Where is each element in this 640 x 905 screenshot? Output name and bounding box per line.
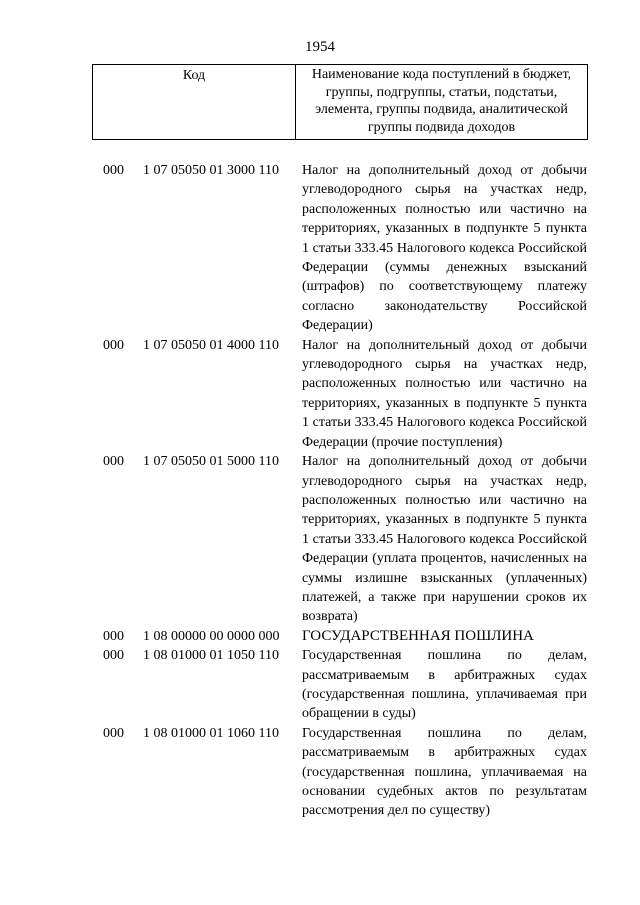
- row-description: Государственная пошлина по делам, рассматриваемым в арбитражных судах (государственная пошлина, уплачиваемая при обращении в суды): [302, 648, 587, 722]
- row-description: Налог на дополнительный доход от добычи углеводородного сырья на участках недр, расположенных полностью или частично на территориях, указанных в подпункте 5 пункта 1 статьи 333.45 Налогового кодекса Российской Федерации (прочие поступления): [302, 337, 587, 450]
- row-budget-code: 1 08 00000 00 0000 000: [143, 628, 280, 644]
- row-budget-code: 1 08 01000 01 1060 110: [143, 725, 279, 741]
- row-budget-code: 1 08 01000 01 1050 110: [143, 648, 279, 664]
- row-description: Налог на дополнительный доход от добычи углеводородного сырья на участках недр, расположенных полностью или частично на территориях, указанных в подпункте 5 пункта 1 статьи 333.45 Налогового кодекса Российской Федерации (уплата процентов, начисленных на суммы излишне взысканных (уплаченных) платежей, а также при нарушении сроков их возврата): [302, 454, 587, 625]
- header-name-column: Наименование кода поступлений в бюджет, группы, подгруппы, статьи, подстатьи, элемента, группы подвида, аналитической группы подвида доходов: [311, 67, 572, 135]
- row-admin-code: 000: [103, 628, 124, 644]
- table-row: [0, 627, 640, 646]
- table-header: [92, 64, 588, 140]
- row-budget-code: 1 07 05050 01 4000 110: [143, 337, 279, 353]
- table-row: [0, 336, 640, 452]
- table-body: [0, 161, 640, 821]
- row-admin-code: 000: [103, 648, 124, 664]
- row-description: Государственная пошлина по делам, рассматриваемым в арбитражных судах (государственная пошлина, уплачиваемая на основании судебных актов по результатам рассмотрения дел по существу): [302, 725, 587, 819]
- table-row: [0, 724, 640, 821]
- row-admin-code: 000: [103, 725, 124, 741]
- table-row: [0, 452, 640, 627]
- row-budget-code: 1 07 05050 01 3000 110: [143, 163, 279, 178]
- row-admin-code: 000: [103, 163, 124, 178]
- table-row: [0, 646, 640, 724]
- row-description-section-heading: ГОСУДАРСТВЕННАЯ ПОШЛИНА: [302, 627, 534, 644]
- row-admin-code: 000: [103, 454, 124, 470]
- row-budget-code: 1 07 05050 01 5000 110: [143, 454, 279, 470]
- table-row: [0, 161, 640, 336]
- page-number: 1954: [305, 39, 335, 55]
- row-admin-code: 000: [103, 337, 124, 353]
- row-description: Налог на дополнительный доход от добычи углеводородного сырья на участках недр, расположенных полностью или частично на территориях, указанных в подпункте 5 пункта 1 статьи 333.45 Налогового кодекса Российской Федерации (суммы денежных взысканий (штрафов) по соответствующему платежу согласно законодательству Российской Федерации): [302, 163, 587, 334]
- header-code-column: Код: [93, 65, 296, 139]
